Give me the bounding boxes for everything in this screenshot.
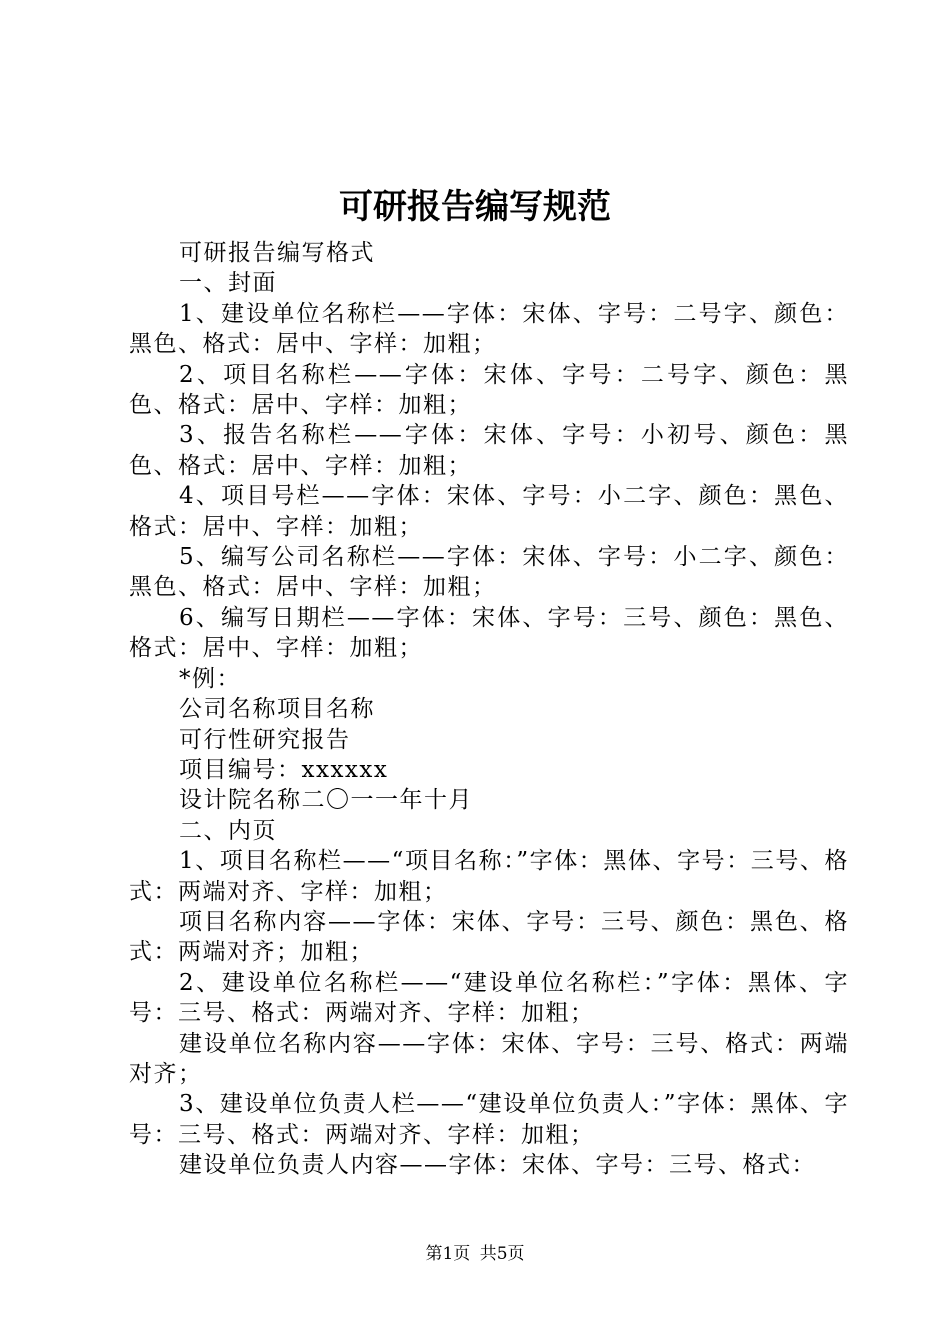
paragraph: 4、项目号栏——字体：宋体、字号：小二字、颜色：黑色、格式：居中、字样：加粗； (129, 483, 849, 540)
section-heading-inner-page: 二、内页 (179, 817, 277, 844)
paragraph: 可研报告编写格式 (179, 240, 375, 266)
paragraph: 2、项目名称栏——字体：宋体、字号：二号字、颜色：黑色、格式：居中、字样：加粗； (129, 361, 849, 419)
example-line: 公司名称项目名称 (179, 696, 375, 723)
page-footer (0, 1243, 950, 1265)
paragraph: 建设单位名称内容——字体：宋体、字号：三号、格式：两端对齐； (129, 1030, 849, 1087)
paragraph: 建设单位负责人内容——字体：宋体、字号：三号、格式： (179, 1152, 816, 1179)
section-heading-cover: 一、封面 (179, 270, 277, 297)
paragraph: 1、项目名称栏——“项目名称：”字体：黑体、字号：三号、格式：两端对齐、字样：加粗； (129, 848, 849, 905)
example-line: 设计院名称二〇一一年十月 (179, 787, 473, 814)
paragraph: 2、建设单位名称栏——“建设单位名称栏：”字体：黑体、字号：三号、格式：两端对齐、字样：加粗； (129, 969, 849, 1027)
document-body (129, 238, 849, 1181)
example-label: *例： (179, 665, 241, 692)
paragraph: 1、建设单位名称栏——字体：宋体、字号：二号字、颜色：黑色、格式：居中、字样：加粗； (129, 300, 849, 358)
document-title: 可研报告编写规范 (339, 187, 611, 227)
paragraph: 3、报告名称栏——字体：宋体、字号：小初号、颜色：黑色、格式：居中、字样：加粗； (129, 422, 849, 479)
paragraph: 6、编写日期栏——字体：宋体、字号：三号、颜色：黑色、格式：居中、字样：加粗； (129, 604, 849, 662)
paragraph: 3、建设单位负责人栏——“建设单位负责人：”字体：黑体、字号：三号、格式：两端对齐、字样：加粗； (129, 1091, 849, 1148)
paragraph: 5、编写公司名称栏——字体：宋体、字号：小二字、颜色：黑色、格式：居中、字样：加粗； (129, 544, 849, 601)
example-line: 项目编号：xxxxxx (179, 756, 389, 783)
example-line: 可行性研究报告 (179, 726, 351, 753)
page-total: 共5页 (479, 1244, 525, 1264)
page-number: 第1页 (425, 1244, 471, 1264)
paragraph: 项目名称内容——字体：宋体、字号：三号、颜色：黑色、格式：两端对齐；加粗； (129, 908, 849, 966)
